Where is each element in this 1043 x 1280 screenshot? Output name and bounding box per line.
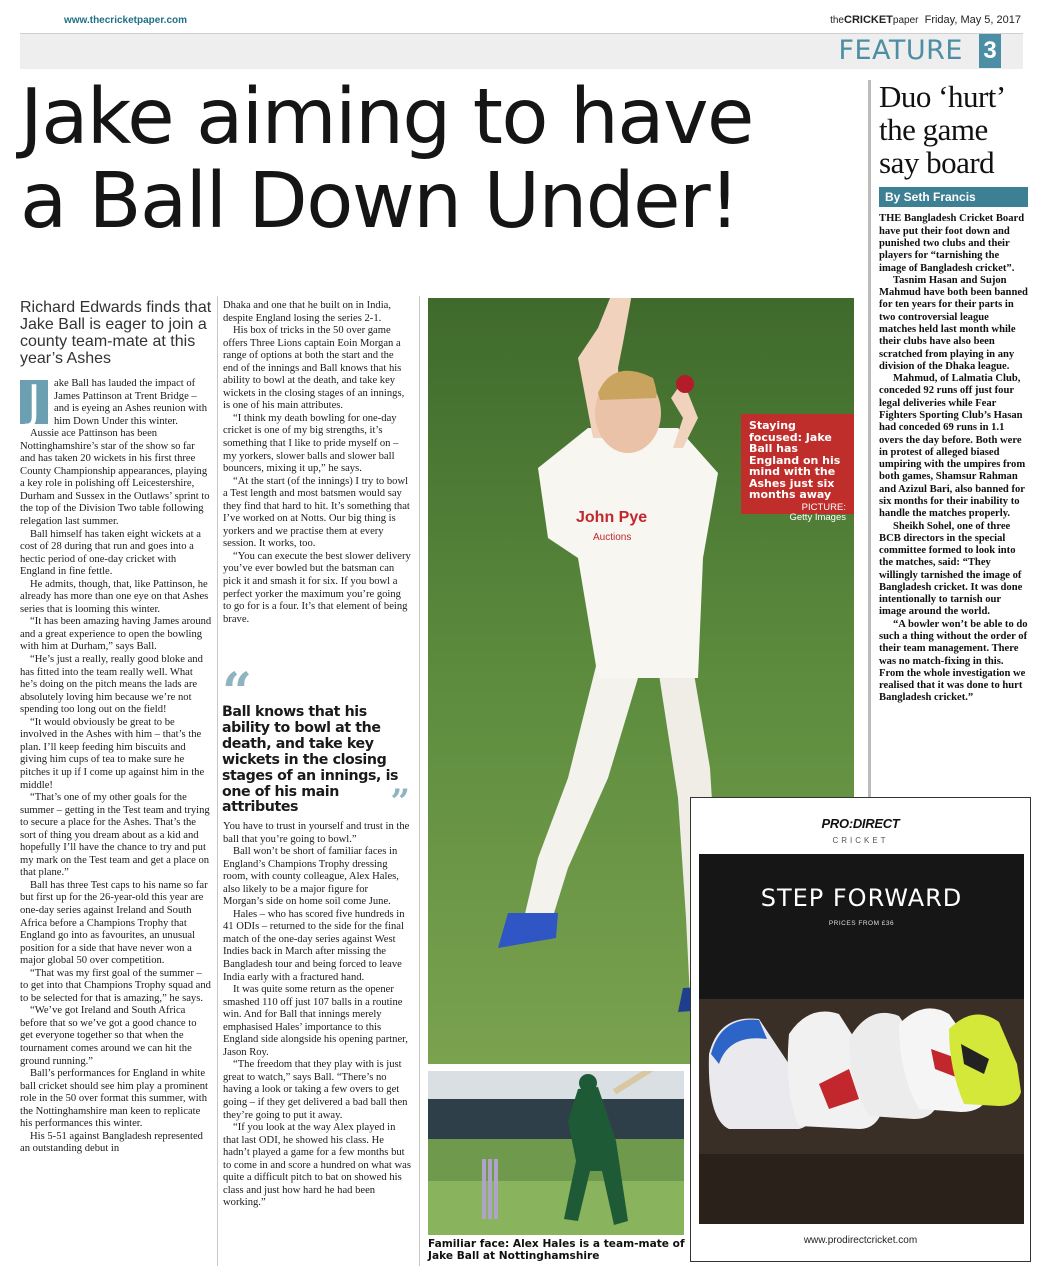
paragraph: You have to trust in yourself and trust in the ball that you’re going to bowl.” (223, 821, 410, 845)
paragraph: “It would obviously be great to be involved in the Ashes with him – that’s the plan. I’ll keep feeding him biscuits and giving him cups of tea to make sure he pitches it up if I come up against him in the middle! (20, 716, 205, 791)
paragraph: Ball himself has taken eight wickets at a cost of 28 during that run and goes into a hectic period of one-day cricket with England in fine fettle. (20, 528, 201, 578)
photo-caption-box (741, 414, 854, 524)
paragraph: THE Bangladesh Cricket Board have put their foot down and punished two clubs and their players for “tarnishing the image of Bangladesh cricket”. (879, 213, 1025, 274)
photo-credit (749, 503, 846, 524)
shoes-illustration (699, 854, 1024, 1224)
ad-price: PRICES FROM £36 (828, 920, 895, 927)
photo-credit-label: PICTURE: (801, 501, 846, 513)
sidebar-body (879, 213, 1028, 704)
paragraph: ake Ball has lauded the impact of James Pattinson at Trent Bridge – and is eyeing an Ashes reunion with him Down Under this winter. (54, 378, 207, 427)
shirt-sponsor-line-2: Auctions (593, 532, 632, 543)
drop-cap: J (20, 380, 48, 424)
secondary-photo (428, 1071, 684, 1235)
paragraph: It was quite some return as the opener smashed 110 off just 107 balls in a routine win. And for Ball that innings merely emphasised Hales’ importance to this England side alongside his opening partner, Jason Roy. (223, 984, 408, 1058)
paragraph: “That was my first goal of the summer – to get into that Champions Trophy squad and to be selected for that is amazing,” he says. (20, 967, 211, 1004)
shirt-sponsor-line-1: John Pye (576, 509, 648, 526)
paragraph: “That’s one of my other goals for the summer – getting in the Test team and trying to secure a place for the Ashes. That’s the sort of thing you dream about as a kid and hopefully I’ll have the chance to try and put my mark on the Test team and get a place on that plane.” (20, 792, 210, 879)
ad-url[interactable]: www.prodirectcricket.com (803, 1235, 918, 1246)
masthead-the: the (830, 15, 844, 26)
sidebar-headline: Duo ‘hurt’ the game say board (879, 79, 1004, 181)
paragraph: “A bowler won’t be able to do such a thing without the order of their team management. There was no match-fixing in this. From the whole investigation we realised that it was done to hurt Bangladesh cricket.” (879, 618, 1028, 704)
pull-quote-text: Ball knows that his ability to bowl at the death, and take key wickets in the closing stages of an innings, is one of his main attributes (222, 704, 399, 816)
ad-brand-sub: CRICKET (832, 836, 889, 845)
paragraph: His box of tricks in the 50 over game offers Three Lions captain Eoin Morgan a range of options at both the start and the end of the innings and Ball knows that his ability to bowl at the death, and take key wickets in the closing stages of an innings, is one of his main attributes. (223, 325, 405, 412)
paragraph: Sheikh Sohel, one of three BCB directors in the special committee formed to look into the matches, said: “They willingly tarnished the image of Bangladesh cricket. It was done intentionally to tarnish our image around the world. (879, 520, 1023, 618)
headline-line-2: a Ball Down Under! (20, 156, 739, 246)
paragraph: Aussie ace Pattinson has been Nottinghamshire’s star of the show so far and has taken 20 wickets in his first three County Championship appearances, playing a key role in polishing off Leicestershire, Durham and Sussex in the Outlaws’ sprint to the top of the Division Two table following relegation last summer. (20, 428, 210, 528)
pull-quote (222, 662, 414, 822)
page-header (0, 0, 1043, 32)
batsman-illustration (428, 1071, 684, 1235)
standfirst: Richard Edwards finds that Jake Ball is eager to join a county team-mate at this year’s Ashes (20, 299, 212, 367)
paragraph: “I think my death bowling for one-day cricket is one of my big strengths, it’s something that I like to pride myself on – my yorkers, slower balls and slower ball bouncers, mixing it up,” he says. (223, 412, 399, 475)
byline: By Seth Francis (879, 187, 1028, 207)
article-column-1 (20, 375, 212, 1156)
sidebar-story (868, 80, 1028, 798)
paragraph: “It has been amazing having James around and a great experience to open the bowling with him at Durham,” says Ball. (20, 616, 212, 653)
advertisement[interactable] (690, 797, 1031, 1262)
secondary-photo-caption: Familiar face: Alex Hales is a team-mate of Jake Ball at Nottinghamshire (428, 1238, 685, 1263)
paragraph: He admits, though, that, like Pattinson, he already has more than one eye on that Ashes series that is looming this winter. (20, 578, 209, 615)
ad-brand-logo: PRO:DIRECT (821, 816, 900, 831)
paragraph: “At the start (of the innings) I try to bowl a Test length and most batsmen would say they find that hard to hit. It’s something that I’ve worked on at Notts. Our big thing is yorkers and we practise them at every session. It works, too. (223, 475, 410, 550)
ad-panel (699, 854, 1024, 1224)
paragraph: His 5-51 against Bangladesh represented an outstanding debut in (20, 1130, 203, 1155)
ad-headline: STEP FORWARD (760, 884, 963, 912)
close-quote-icon: ” (390, 782, 410, 822)
paragraph: Tasnim Hasan and Sujon Mahmud have both been banned for ten years for their parts in two controversial league matches held last month while their clubs have also been scratched from playing in any division of the Dhaka league. (879, 274, 1028, 372)
article-column-2 (223, 300, 411, 626)
paragraph: “He’s just a really, really good bloke and has fitted into the team really well. What he’s doing on the pitch means the lads are absolutely loving him because we’re not spending too long out on the field! (20, 654, 203, 716)
paragraph: “The freedom that they play with is just great to watch,” says Ball. “There’s no having a look or taking a few overs to get going – if they get delivered a bad ball then they’re going to put it away. (223, 1059, 408, 1121)
page-number: 3 (979, 34, 1001, 68)
issue-date: Friday, May 5, 2017 (924, 14, 1021, 26)
paragraph: Ball has three Test caps to his name so far but first up for the 26-year-old this year are one-day series against Ireland and South Africa before a Champions Trophy that England go into as favourites, an unusual position for a side that have never won a major global 50 over competition. (20, 879, 208, 967)
section-label: FEATURE (838, 35, 963, 66)
paragraph: Hales – who has scored five hundreds in 41 ODIs – returned to the side for the final match of the one-day series against West Indies back in March after missing the Bangladesh tour and being forced to leave India early with a fractured hand. (223, 908, 405, 983)
column-divider (419, 296, 420, 1266)
section-bar (20, 33, 1023, 69)
paragraph: “If you look at the way Alex played in that last ODI, he showed his class. He hadn’t played a game for a few months but to come in and score a hundred on what was quite a difficult pitch to bat on showed his class and just how hard he had been working.” (223, 1122, 411, 1209)
main-headline (20, 73, 860, 246)
paragraph: “We’ve got Ireland and South Africa before that so we’ve got a good chance to get everyone together so that when the tournament comes around we can hit the ground running.” (20, 1005, 197, 1067)
paragraph: Ball won’t be short of familiar faces in England’s Champions Trophy dressing room, with county colleague, Alex Hales, also likely to be a major figure for Morgan’s side on home soil come June. (223, 846, 399, 908)
open-quote-icon: “ (222, 662, 252, 723)
paragraph: Ball’s performances for England in white ball cricket should see him play a prominent role in the 50 over format this summer, with the Nottinghamshire man keen to replicate his performances this winter. (20, 1068, 208, 1130)
article-column-2-continued (223, 821, 411, 1210)
site-url[interactable]: www.thecricketpaper.com (64, 15, 188, 26)
paragraph: Mahmud, of Lalmatia Club, conceded 92 runs off just four legal deliveries while Fear Fighters Sporting Club’s Hasan had conceded 69 runs in 1.1 overs the day before. Both were in protest of alleged biased umpiring with the umpires from both games, Shamsur Rahman and Azizul Bari, also banned for six months for their inability to handle the matches properly. (879, 373, 1026, 520)
masthead-name: CRICKET (844, 14, 893, 26)
masthead-paper: paper (892, 15, 919, 26)
paragraph: Dhaka and one that he built on in India, despite England losing the series 2-1. (223, 300, 391, 324)
headline-line-1: Jake aiming to have (20, 73, 753, 162)
paragraph: “You can execute the best slower delivery you’ve ever bowled but the batsman can pick it and smash it for six. If you bowl a perfect yorker the maximum you’re going to go for is a four. It’s that element of being brave. (223, 550, 411, 625)
column-divider (217, 296, 218, 1266)
masthead (830, 14, 1021, 26)
photo-credit-source: Getty Images (789, 512, 846, 524)
photo-caption: Staying focused: Jake Ball has England on his mind with the Ashes just six months away (749, 419, 841, 502)
